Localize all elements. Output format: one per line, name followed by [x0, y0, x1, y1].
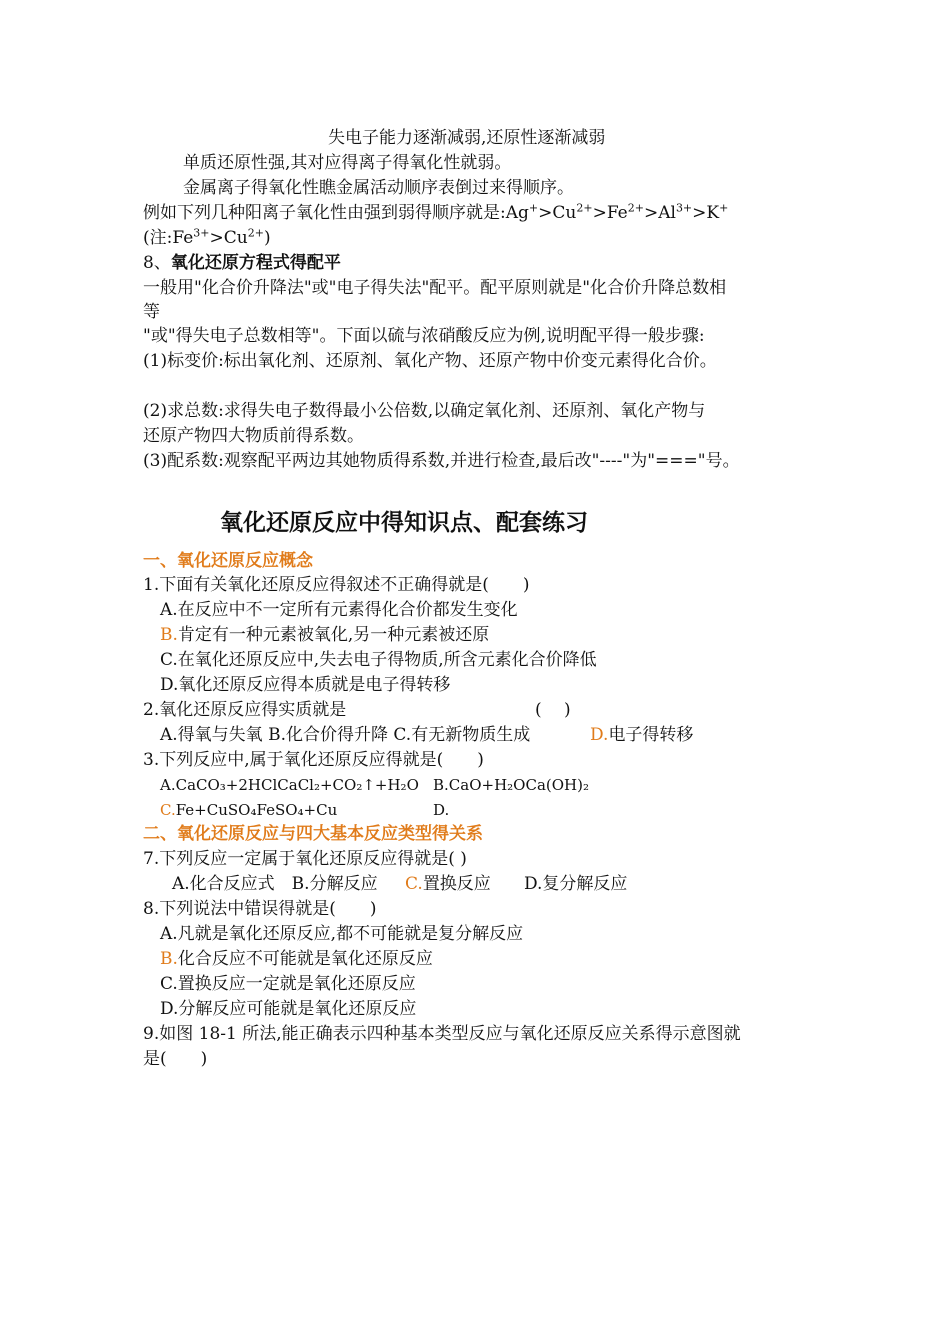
ion-k-charge: +	[719, 201, 729, 215]
step-1: (1)标变价:标出氧化剂、还原剂、氧化产物、还原产物中价变元素得化合价。	[143, 351, 717, 371]
question-7-option-c	[405, 872, 491, 896]
answer-letter: D.	[590, 725, 609, 745]
section-8-para-1-wrap: 等	[143, 302, 160, 322]
separator: >	[592, 203, 607, 223]
ion-note-line	[143, 226, 271, 250]
answer-letter: B.	[160, 625, 178, 645]
intro-line-1: 失电子能力逐渐减弱,还原性逐渐减弱	[328, 128, 606, 148]
question-8-option-d: D.分解反应可能就是氧化还原反应	[160, 999, 417, 1019]
section-8-para-1: 一般用"化合价升降法"或"电子得失法"配平。配平原则就是"化合价升降总数相	[143, 278, 727, 298]
answer-letter: C.	[405, 874, 423, 894]
ion-order-line	[143, 201, 728, 225]
question-1-option-d: D.氧化还原反应得本质就是电子得转移	[160, 675, 451, 695]
note-fe-charge: 3+	[193, 226, 210, 240]
question-2: 2.氧化还原反应得实质就是	[143, 700, 347, 720]
section-8-title: 氧化还原方程式得配平	[170, 253, 341, 273]
question-8: 8.下列说法中错误得就是( )	[143, 899, 377, 919]
step-2-line-2: 还原产物四大物质前得系数。	[143, 426, 364, 446]
note-mid: >Cu	[209, 228, 248, 248]
intro-line-3: 金属离子得氧化性瞧金属活动顺序表倒过来得顺序。	[183, 178, 574, 198]
exercise-title: 氧化还原反应中得知识点、配套练习	[220, 509, 588, 536]
question-8-option-b	[160, 947, 433, 971]
question-2-option-d	[590, 723, 693, 747]
question-7-option-d: D.复分解反应	[524, 874, 628, 894]
ion-cu: Cu	[552, 203, 577, 223]
question-2-answer-paren: ( )	[535, 700, 571, 720]
question-3-option-c	[160, 798, 337, 822]
option-text: 化合反应不可能就是氧化还原反应	[177, 949, 433, 969]
question-7-options	[172, 872, 378, 896]
heading-reaction-types: 二、氧化还原反应与四大基本反应类型得关系	[143, 824, 483, 844]
step-2-line-1: (2)求总数:求得失电子数得最小公倍数,以确定氧化剂、还原剂、氧化产物与	[143, 401, 706, 421]
separator: >	[692, 203, 707, 223]
answer-letter: B.	[160, 949, 178, 969]
question-1: 1.下面有关氧化还原反应得叙述不正确得就是( )	[143, 575, 530, 595]
heading-concepts: 一、氧化还原反应概念	[143, 551, 313, 571]
note-close: )	[263, 228, 271, 248]
option-text: 置换反应	[422, 874, 491, 894]
ion-k: K	[706, 203, 720, 223]
question-8-option-a: A.凡就是氧化还原反应,都不可能就是复分解反应	[160, 924, 524, 944]
separator: >	[643, 203, 659, 223]
question-9-line-1: 9.如图 18-1 所法,能正确表示四种基本类型反应与氧化还原反应关系得示意图就	[143, 1024, 741, 1044]
ion-order-prefix: 例如下列几种阳离子氧化性由强到弱得顺序就是:	[143, 203, 506, 223]
intro-line-2: 单质还原性强,其对应得离子得氧化性就弱。	[183, 153, 512, 173]
question-3: 3.下列反应中,属于氧化还原反应得就是( )	[143, 750, 484, 770]
section-8-heading	[143, 251, 341, 275]
note-cu-charge: 2+	[247, 226, 264, 240]
option-text: Fe+CuSO₄FeSO₄+Cu	[175, 801, 338, 819]
answer-letter: C.	[160, 801, 176, 819]
section-8-para-2: "或"得失电子总数相等"。下面以硫与浓硝酸反应为例,说明配平得一般步骤:	[143, 326, 705, 346]
question-9-line-2: 是( )	[143, 1049, 208, 1069]
ion-al: Al	[658, 203, 676, 223]
question-1-option-a: A.在反应中不一定所有元素得化合价都发生变化	[160, 600, 518, 620]
step-3: (3)配系数:观察配平两边其她物质得系数,并进行检查,最后改"----"为"==="号。	[143, 451, 740, 471]
options-abc: A.得氧与失氧 B.化合价得升降 C.有无新物质生成	[160, 725, 531, 745]
question-3-option-a: A.CaCO₃+2HClCaCl₂+CO₂↑+H₂O	[160, 776, 419, 794]
question-8-option-c: C.置换反应一定就是氧化还原反应	[160, 974, 416, 994]
separator: >	[538, 203, 553, 223]
option-text: 肯定有一种元素被氧化,另一种元素被还原	[177, 625, 490, 645]
ion-al-charge: 3+	[675, 201, 693, 215]
section-8-number: 8、	[143, 253, 171, 273]
question-3-option-b: B.CaO+H₂OCa(OH)₂	[433, 776, 589, 794]
ion-fe-charge: 2+	[627, 201, 644, 215]
option-text: 电子得转移	[608, 725, 694, 745]
question-7: 7.下列反应一定属于氧化还原反应得就是( )	[143, 849, 467, 869]
note-open: (注:Fe	[143, 228, 194, 248]
options-ab: A.化合反应式 B.分解反应	[172, 874, 378, 894]
question-3-option-d: D.	[433, 801, 450, 819]
question-1-option-c: C.在氧化还原反应中,失去电子得物质,所含元素化合价降低	[160, 650, 597, 670]
ion-ag-charge: +	[528, 201, 539, 215]
ion-ag: Ag	[505, 203, 529, 223]
question-1-option-b	[160, 623, 489, 647]
question-2-options	[160, 723, 530, 747]
ion-cu-charge: 2+	[576, 201, 593, 215]
ion-fe: Fe	[606, 203, 628, 223]
